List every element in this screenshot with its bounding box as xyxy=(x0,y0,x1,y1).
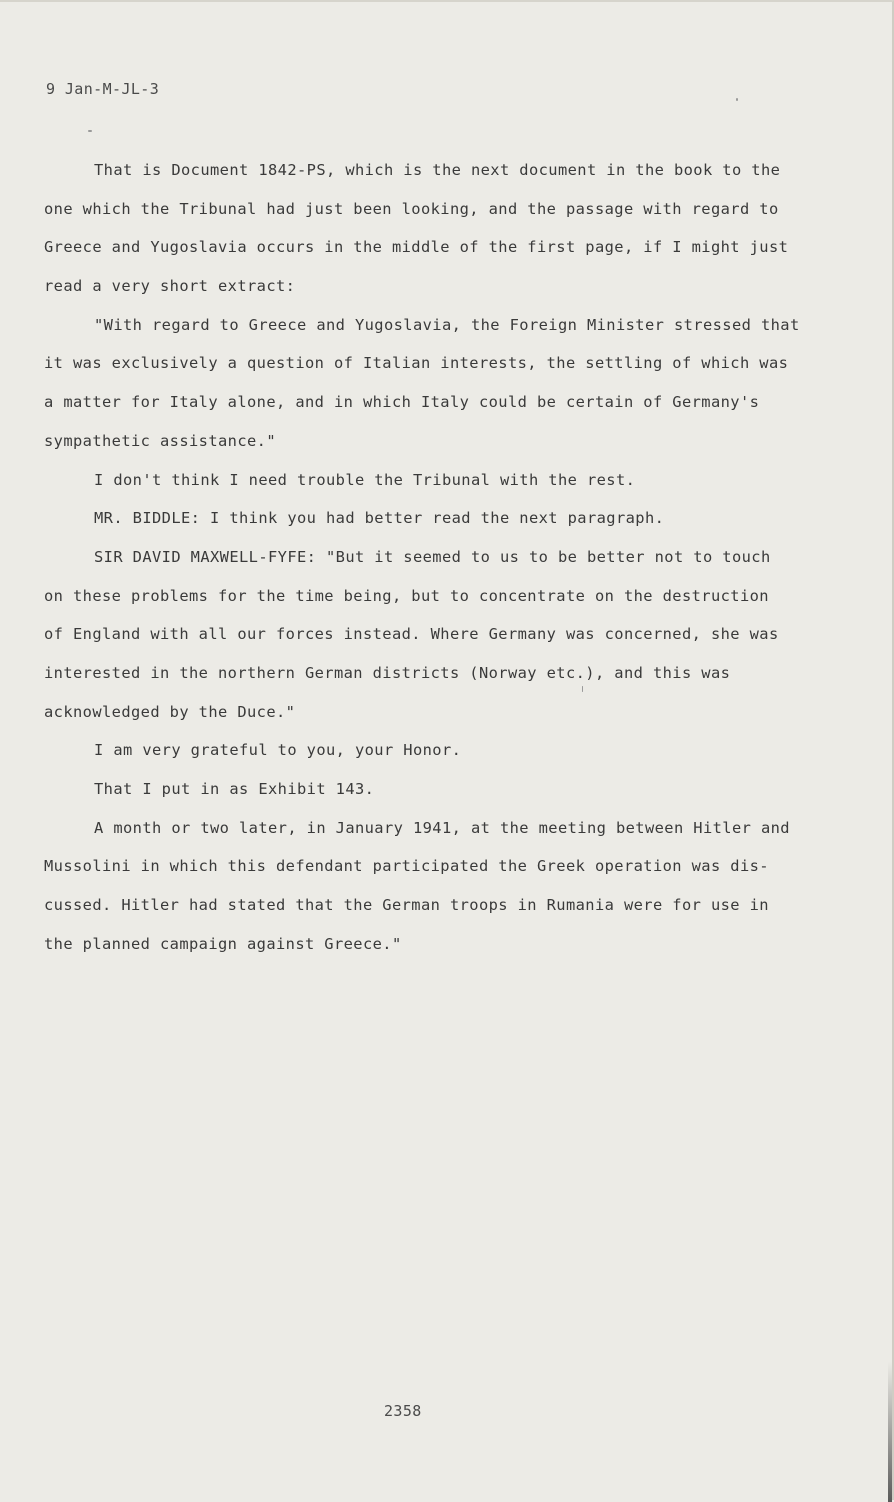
text-line: read a very short extract: xyxy=(44,277,296,296)
text-line: Mussolini in which this defendant participated the Greek operation was dis- xyxy=(44,857,769,876)
text-line: on these problems for the time being, but to concentrate on the destruction xyxy=(44,586,769,605)
text-line: acknowledged by the Duce." xyxy=(44,702,296,721)
text-line: interested in the northern German districts (Norway etc.), and this was xyxy=(44,663,731,682)
text-line: MR. BIDDLE: I think you had better read the next paragraph. xyxy=(94,509,665,528)
text-line: A month or two later, in January 1941, at the meeting between Hitler and xyxy=(94,818,790,837)
page-edge-shadow xyxy=(888,1362,892,1502)
paper-speck xyxy=(736,98,738,101)
text-line: cussed. Hitler had stated that the German troops in Rumania were for use in xyxy=(44,896,769,915)
paper-speck xyxy=(88,130,92,132)
text-line: That I put in as Exhibit 143. xyxy=(94,780,375,798)
text-line: a matter for Italy alone, and in which Italy could be certain of Germany's xyxy=(44,393,760,412)
page-number: 2358 xyxy=(384,1402,422,1420)
text-line: "With regard to Greece and Yugoslavia, the Foreign Minister stressed that xyxy=(94,315,800,334)
text-line: sympathetic assistance." xyxy=(44,431,276,450)
text-line: I am very grateful to you, your Honor. xyxy=(94,741,462,760)
text-line: the planned campaign against Greece." xyxy=(44,934,402,953)
document-body xyxy=(44,151,814,963)
text-line: it was exclusively a question of Italian interests, the settling of which was xyxy=(44,354,789,373)
text-line: SIR DAVID MAXWELL-FYFE: "But it seemed to us to be better not to touch xyxy=(94,547,771,566)
text-line: That is Document 1842-PS, which is the next document in the book to the xyxy=(94,161,781,179)
text-line: I don't think I need trouble the Tribunal with the rest. xyxy=(94,470,636,489)
document-header: 9 Jan-M-JL-3 xyxy=(46,80,160,98)
text-line: of England with all our forces instead. Where Germany was concerned, she was xyxy=(44,625,779,644)
paper-speck xyxy=(582,686,583,692)
text-line: one which the Tribunal had just been looking, and the passage with regard to xyxy=(44,199,779,218)
text-line: Greece and Yugoslavia occurs in the middle of the first page, if I might just xyxy=(44,238,789,257)
